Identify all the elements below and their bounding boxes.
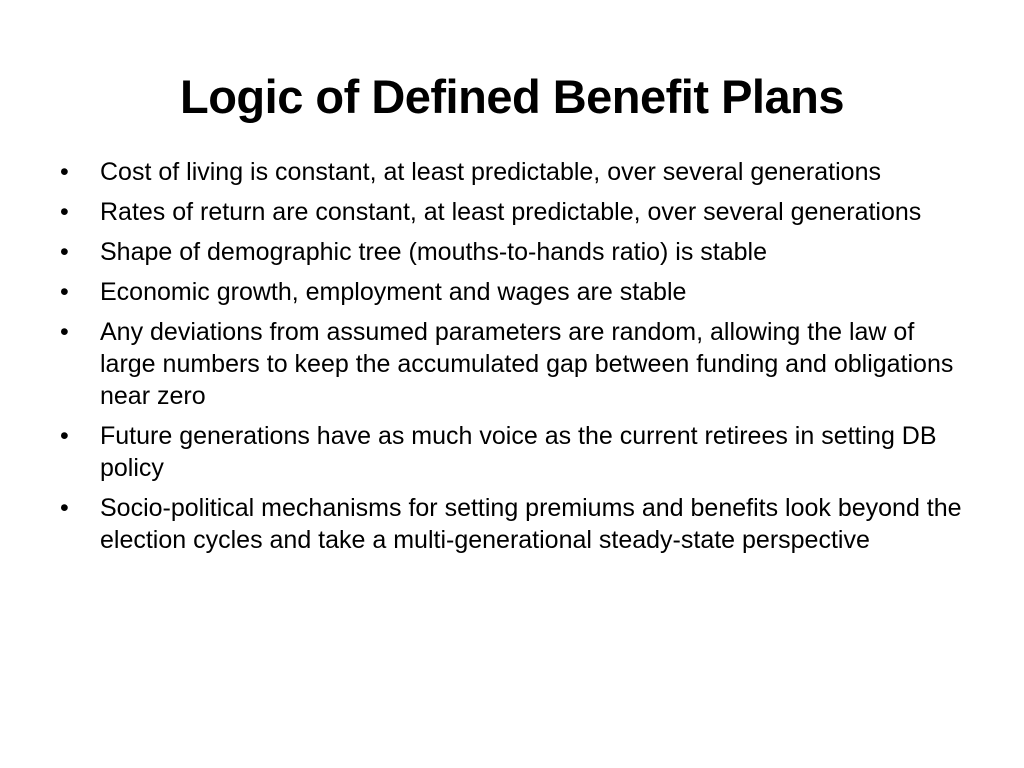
bullet-icon: •	[60, 158, 69, 186]
bullet-icon: •	[60, 278, 69, 306]
bullet-text: Rates of return are constant, at least predictable, over several generations	[100, 198, 922, 226]
bullet-icon: •	[60, 494, 69, 522]
bullet-text: Any deviations from assumed parameters are random, allowing the law of large numbers to keep the accumulated gap between funding and obligations near zero	[100, 318, 954, 410]
list-item	[60, 156, 965, 188]
bullet-list	[60, 156, 965, 564]
bullet-icon: •	[60, 198, 69, 226]
list-item	[60, 492, 965, 556]
list-item	[60, 196, 965, 228]
bullet-text: Shape of demographic tree (mouths-to-hands ratio) is stable	[100, 238, 768, 266]
list-item	[60, 236, 965, 268]
list-item	[60, 316, 965, 412]
list-item	[60, 420, 965, 484]
slide-title: Logic of Defined Benefit Plans	[180, 70, 844, 123]
bullet-text: Future generations have as much voice as the current retirees in setting DB policy	[100, 422, 937, 482]
bullet-text: Socio-political mechanisms for setting premiums and benefits look beyond the election cycles and take a multi-generational steady-state perspective	[100, 494, 962, 554]
bullet-text: Cost of living is constant, at least predictable, over several generations	[100, 158, 881, 186]
bullet-icon: •	[60, 238, 69, 266]
bullet-text: Economic growth, employment and wages are stable	[100, 278, 687, 306]
list-item	[60, 276, 965, 308]
bullet-icon: •	[60, 422, 69, 450]
bullet-icon: •	[60, 318, 69, 346]
